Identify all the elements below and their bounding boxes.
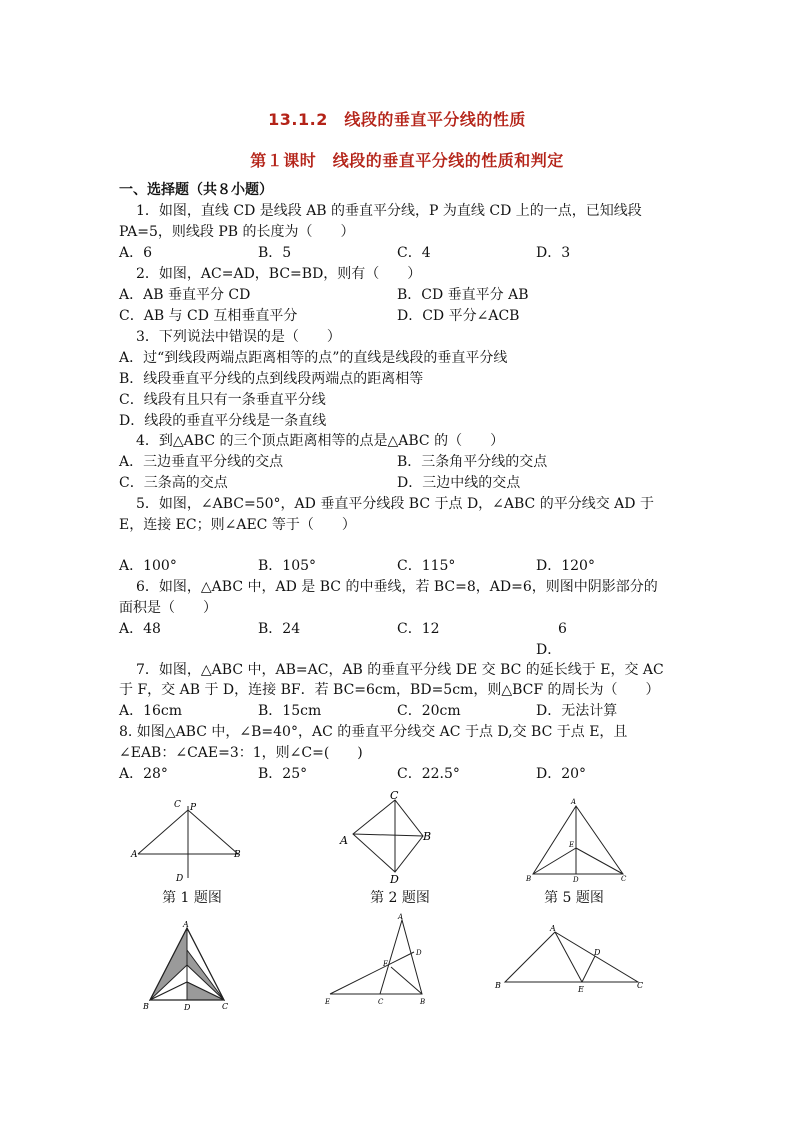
question-2-option-d: D．CD 平分∠ACB	[397, 308, 520, 324]
question-7-line-1: 7．如图，△ABC 中，AB=AC，AB 的垂直平分线 DE 交 BC 的延长线于 E，交 AC	[136, 662, 664, 678]
question-5-option-a: A．100°	[119, 558, 177, 574]
figure-1-label-b: B	[234, 850, 241, 860]
figure-6-label-c: C	[222, 1002, 229, 1011]
lesson-title: 13.1.2 线段的垂直平分线的性质	[268, 110, 526, 129]
question-3-option-a: A．过“到线段两端点距离相等的点”的直线是线段的垂直平分线	[119, 350, 508, 366]
section-heading: 一、选择题（共８小题）	[119, 182, 273, 198]
question-6-option-d-label: D．	[536, 642, 562, 658]
question-4-option-a: A．三边垂直平分线的交点	[119, 454, 284, 470]
question-5-option-b: B．105°	[258, 558, 317, 574]
figure-6-label-d: D	[184, 1003, 191, 1012]
question-2-line-1: 2．如图，AC=AD，BC=BD，则有（ ）	[136, 266, 422, 282]
figure-2-label-b: B	[423, 830, 432, 843]
figure-8-label-e: E	[578, 985, 584, 994]
figure-6-label-b: B	[143, 1002, 149, 1011]
figure-2-label-d: D	[390, 873, 399, 886]
question-6-option-c: C．12	[397, 621, 440, 637]
question-7-option-c: C．20cm	[397, 703, 461, 719]
figure-1-label-c: C	[174, 800, 181, 810]
figure-2-label-c: C	[390, 789, 399, 802]
figure-2	[335, 788, 435, 888]
question-3-option-d: D．线段的垂直平分线是一条直线	[119, 413, 327, 429]
question-3-option-c: C．线段有且只有一条垂直平分线	[119, 392, 326, 408]
lesson-subtitle: 第１课时 线段的垂直平分线的性质和判定	[250, 151, 564, 170]
question-4-line-1: 4．到△ABC 的三个顶点距离相等的点是△ABC 的（ ）	[136, 433, 505, 449]
question-5-line-2: E，连接 EC；则∠AEC 等于（ ）	[119, 517, 356, 533]
question-1-option-d: D．3	[536, 245, 571, 261]
question-2-option-a: A．AB 垂直平分 CD	[119, 287, 251, 303]
figure-7	[320, 912, 440, 1007]
figure-1-caption: 第 1 题图	[162, 890, 222, 906]
question-7-line-2: 于 F，交 AB 于 D，连接 BF．若 BC=6cm，BD=5cm，则△BCF 的周长为（ ）	[119, 682, 660, 698]
question-7-option-b: B．15cm	[258, 703, 322, 719]
question-4-option-b: B．三条角平分线的交点	[397, 454, 548, 470]
figure-8-label-d: D	[594, 948, 601, 957]
question-6-option-b: B．24	[258, 621, 301, 637]
figure-5-caption: 第 5 题图	[544, 890, 604, 906]
question-3-option-b: B．线段垂直平分线的点到线段两端点的距离相等	[119, 371, 424, 387]
question-4-option-c: C．三条高的交点	[119, 475, 228, 491]
figure-7-label-b: B	[420, 998, 426, 1006]
figure-7-label-c: C	[378, 998, 384, 1006]
figure-5-label-d: D	[573, 876, 579, 884]
figure-7-label-a: A	[398, 913, 404, 921]
question-8-option-d: D．20°	[536, 766, 587, 782]
figure-5-label-c: C	[621, 875, 627, 883]
question-8-line-2: ∠EAB：∠CAE=3：1，则∠C=( )	[119, 745, 363, 761]
question-1-option-a: A．6	[119, 245, 153, 261]
figure-8-label-a: A	[550, 924, 556, 933]
question-8-option-c: C．22.5°	[397, 766, 460, 782]
question-7-option-a: A．16cm	[119, 703, 183, 719]
figure-7-label-d: D	[416, 949, 422, 957]
figure-2-caption: 第 2 题图	[370, 890, 430, 906]
question-5-line-1: 5．如图，∠ABC=50°，AD 垂直平分线段 BC 于点 D，∠ABC 的平分线交 AD 于	[136, 496, 654, 512]
question-1-line-1: 1．如图，直线 CD 是线段 AB 的垂直平分线，P 为直线 CD 上的一点，已知线段	[136, 203, 642, 219]
question-6-option-d-value: 6	[558, 621, 567, 637]
figure-5-label-e: E	[569, 841, 575, 849]
question-5-option-c: C．115°	[397, 558, 456, 574]
question-4-option-d: D．三边中线的交点	[397, 475, 521, 491]
question-8-option-b: B．25°	[258, 766, 308, 782]
question-1-line-2: PA=5，则线段 PB 的长度为（ ）	[119, 224, 355, 240]
figure-7-label-e: E	[325, 998, 331, 1006]
figure-7-label-f: F	[383, 960, 388, 968]
figure-5-label-a: A	[571, 798, 577, 806]
figure-5-label-b: B	[526, 875, 532, 883]
question-6-line-2: 面积是（ ）	[119, 600, 217, 616]
question-2-option-b: B．CD 垂直平分 AB	[397, 287, 529, 303]
figure-1-label-a: A	[131, 850, 138, 860]
question-3-line-1: 3．下列说法中错误的是（ ）	[136, 329, 341, 345]
figure-2-label-a: A	[340, 834, 348, 847]
figure-8-label-b: B	[495, 981, 501, 990]
question-1-option-b: B．5	[258, 245, 292, 261]
figure-6-label-a: A	[183, 920, 189, 929]
question-2-option-c: C．AB 与 CD 互相垂直平分	[119, 308, 298, 324]
figure-8	[490, 920, 650, 1000]
question-6-option-a: A．48	[119, 621, 161, 637]
question-8-option-a: A．28°	[119, 766, 168, 782]
question-7-option-d: D．无法计算	[536, 703, 618, 719]
figure-6	[140, 920, 240, 1015]
figure-5	[523, 796, 633, 886]
question-5-option-d: D．120°	[536, 558, 595, 574]
figure-1	[128, 796, 248, 886]
figure-1-label-d: D	[176, 874, 184, 884]
question-1-option-c: C．4	[397, 245, 431, 261]
question-6-line-1: 6．如图，△ABC 中，AD 是 BC 的中垂线，若 BC=8，AD=6，则图中阴影部分的	[136, 579, 658, 595]
figure-8-label-c: C	[637, 981, 644, 990]
question-8-line-1: 8. 如图△ABC 中，∠B=40°，AC 的垂直平分线交 AC 于点 D,交 BC 于点 E，且	[119, 724, 628, 740]
figure-1-label-p: P	[190, 803, 197, 813]
